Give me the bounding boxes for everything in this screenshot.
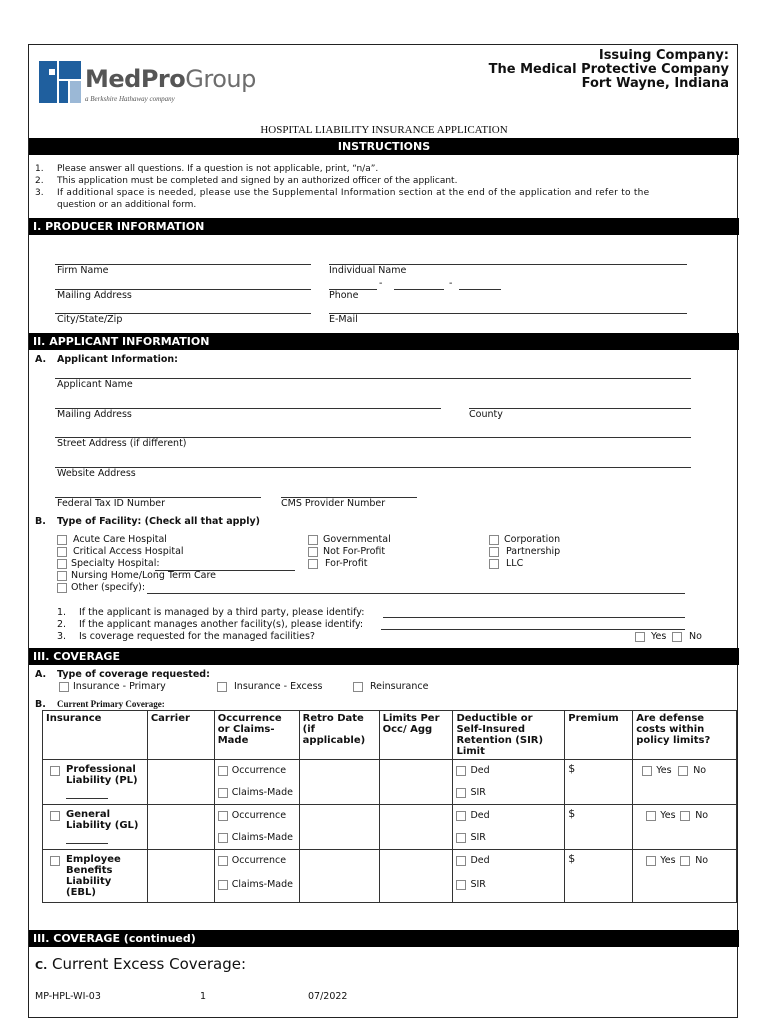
instruction-item: 2. This application must be completed and signed by an authorized officer of the applicant.	[35, 176, 458, 186]
retro-date-cell[interactable]	[299, 805, 379, 850]
insurance-cell	[43, 805, 148, 850]
pl-claims-made-label: Claims-Made	[231, 787, 293, 798]
limits-cell[interactable]	[379, 760, 453, 805]
occurrence-cell	[214, 760, 299, 805]
email-input[interactable]	[329, 313, 687, 314]
ebl-defense-no-label: No	[695, 855, 709, 866]
gl-checkbox[interactable]	[50, 811, 60, 821]
managed-coverage-label: Is coverage requested for the managed facilities?	[79, 631, 315, 642]
pl-label: Professional Liability (PL)	[66, 764, 138, 786]
applicant-info-letter: A.	[35, 354, 47, 365]
insurance-primary-label: Insurance - Primary	[73, 681, 166, 692]
applicant-name-input[interactable]	[55, 378, 691, 379]
gl-defense-yes-checkbox[interactable]	[646, 811, 656, 821]
corporation-checkbox[interactable]	[489, 535, 499, 545]
carrier-cell[interactable]	[147, 850, 214, 903]
table-row	[43, 850, 737, 903]
gl-sir-checkbox[interactable]	[456, 833, 466, 843]
ebl-occurrence-checkbox[interactable]	[218, 856, 228, 866]
ebl-occurrence-label: Occurrence	[231, 855, 287, 866]
pl-underline	[66, 798, 108, 799]
ebl-label: Employee Benefits Liability (EBL)	[66, 854, 121, 898]
other-facility-label: Other (specify):	[71, 582, 146, 593]
coverage-continued-header: III. COVERAGE (continued)	[29, 930, 739, 947]
managed-question-num: 2.	[57, 619, 67, 630]
county-label: County	[469, 409, 503, 420]
premium-cell[interactable]	[565, 760, 633, 805]
logo-wordmark: MedProGroup	[85, 65, 256, 93]
acute-care-checkbox[interactable]	[57, 535, 67, 545]
ebl-defense-no-checkbox[interactable]	[680, 856, 690, 866]
gl-sir-label: SIR	[470, 832, 486, 843]
insurance-cell	[43, 850, 148, 903]
defense-costs-cell	[633, 805, 737, 850]
deductible-cell	[453, 850, 565, 903]
retro-date-cell[interactable]	[299, 850, 379, 903]
instruction-item: 3. If additional space is needed, please use the Supplemental Information section at the end of the application and refer to the	[35, 188, 650, 198]
deductible-cell	[453, 805, 565, 850]
defense-costs-cell	[633, 850, 737, 903]
gl-premium-dollar: $	[568, 807, 576, 820]
partnership-label: Partnership	[506, 546, 561, 557]
firm-name-label: Firm Name	[57, 265, 109, 276]
excess-coverage-heading	[35, 955, 246, 973]
table-row	[43, 760, 737, 805]
carrier-cell[interactable]	[147, 760, 214, 805]
website-label: Website Address	[57, 468, 136, 479]
for-profit-label: For-Profit	[325, 558, 368, 569]
applicant-info-title: Applicant Information:	[57, 354, 178, 365]
gl-defense-no-checkbox[interactable]	[680, 811, 690, 821]
managed-third-party-label: If the applicant is managed by a third party, please identify:	[79, 607, 365, 618]
pl-defense-no-checkbox[interactable]	[678, 766, 688, 776]
pl-checkbox[interactable]	[50, 766, 60, 776]
ebl-checkbox[interactable]	[50, 856, 60, 866]
premium-cell[interactable]	[565, 850, 633, 903]
phone-separator: -	[379, 278, 383, 289]
insurance-excess-label: Insurance - Excess	[234, 681, 323, 692]
manages-other-input[interactable]	[381, 629, 685, 630]
issuing-label: Issuing Company:	[598, 48, 729, 63]
insurance-excess-checkbox[interactable]	[217, 682, 227, 692]
gl-claims-made-label: Claims-Made	[231, 832, 293, 843]
llc-checkbox[interactable]	[489, 559, 499, 569]
col-header-limits: Limits Per Occ/ Agg	[379, 711, 453, 760]
instruction-item: question or an additional form.	[57, 200, 197, 210]
for-profit-checkbox[interactable]	[308, 559, 318, 569]
individual-name-label: Individual Name	[329, 265, 407, 276]
gl-defense-yes-label: Yes	[660, 810, 676, 821]
governmental-label: Governmental	[323, 534, 391, 545]
coverage-type-letter: A.	[35, 669, 47, 680]
nursing-home-label: Nursing Home/Long Term Care	[71, 570, 217, 581]
applicant-name-label: Applicant Name	[57, 379, 133, 390]
managed-question-num: 1.	[57, 607, 67, 618]
col-header-occurrence: Occurrence or Claims-Made	[214, 711, 299, 760]
other-facility-checkbox[interactable]	[57, 583, 67, 593]
insurance-primary-checkbox[interactable]	[59, 682, 69, 692]
not-for-profit-checkbox[interactable]	[308, 547, 318, 557]
partnership-checkbox[interactable]	[489, 547, 499, 557]
managed-coverage-yes-label: Yes	[651, 631, 667, 642]
managed-coverage-yes-checkbox[interactable]	[635, 632, 645, 642]
medpro-logo-icon	[39, 61, 81, 103]
ebl-defense-yes-label: Yes	[660, 855, 676, 866]
table-header-row	[43, 711, 737, 760]
phone-prefix-input[interactable]	[394, 289, 444, 290]
issuing-company: The Medical Protective Company	[488, 62, 729, 77]
col-header-retro-date: Retro Date (if applicable)	[299, 711, 379, 760]
gl-claims-made-checkbox[interactable]	[218, 833, 228, 843]
manages-other-label: If the applicant manages another facility(s), please identify:	[79, 619, 364, 630]
logo-tagline: a Berkshire Hathaway company	[85, 95, 175, 103]
gl-occurrence-label: Occurrence	[231, 810, 287, 821]
managed-question-num: 3.	[57, 631, 67, 642]
llc-label: LLC	[506, 558, 524, 569]
issuing-city: Fort Wayne, Indiana	[581, 76, 729, 91]
website-input[interactable]	[55, 467, 691, 468]
specialty-hospital-label: Specialty Hospital:	[71, 558, 160, 569]
governmental-checkbox[interactable]	[308, 535, 318, 545]
other-facility-input[interactable]	[147, 593, 685, 594]
gl-label: General Liability (GL)	[66, 809, 139, 831]
pl-sir-checkbox[interactable]	[456, 788, 466, 798]
pl-defense-no-label: No	[693, 765, 707, 776]
cms-label: CMS Provider Number	[281, 498, 386, 509]
ebl-defense-yes-checkbox[interactable]	[646, 856, 656, 866]
producer-mailing-address-label: Mailing Address	[57, 290, 132, 301]
managed-coverage-no-label: No	[689, 631, 702, 642]
instruction-item: 1. Please answer all questions. If a question is not applicable, print, “n/a”.	[35, 164, 379, 174]
occurrence-cell	[214, 805, 299, 850]
excess-coverage-letter: C.	[35, 959, 48, 972]
pl-occurrence-label: Occurrence	[231, 765, 287, 776]
page-number: 1	[200, 991, 207, 1002]
ebl-ded-checkbox[interactable]	[456, 856, 466, 866]
col-header-carrier: Carrier	[147, 711, 214, 760]
instructions-list	[35, 163, 733, 211]
pl-ded-checkbox[interactable]	[456, 766, 466, 776]
gl-underline	[66, 843, 108, 844]
coverage-type-title: Type of coverage requested:	[57, 669, 210, 680]
pl-premium-dollar: $	[568, 762, 576, 775]
limits-cell[interactable]	[379, 850, 453, 903]
ebl-sir-label: SIR	[470, 879, 486, 890]
producer-section-header: I. PRODUCER INFORMATION	[29, 218, 739, 235]
gl-defense-no-label: No	[695, 810, 709, 821]
insurance-cell	[43, 760, 148, 805]
pl-claims-made-checkbox[interactable]	[218, 788, 228, 798]
form-date: 07/2022	[308, 991, 348, 1002]
premium-cell[interactable]	[565, 805, 633, 850]
occurrence-cell	[214, 850, 299, 903]
nursing-home-checkbox[interactable]	[57, 571, 67, 581]
ebl-claims-made-label: Claims-Made	[231, 879, 293, 890]
managed-third-party-input[interactable]	[383, 617, 685, 618]
col-header-deductible: Deductible or Self-Insured Retention (SIR) Limit	[453, 711, 565, 760]
critical-access-checkbox[interactable]	[57, 547, 67, 557]
tax-id-label: Federal Tax ID Number	[57, 498, 166, 509]
pl-sir-label: SIR	[470, 787, 486, 798]
gl-occurrence-checkbox[interactable]	[218, 811, 228, 821]
applicant-section-header: II. APPLICANT INFORMATION	[29, 333, 739, 350]
acute-care-label: Acute Care Hospital	[73, 534, 167, 545]
instructions-header: INSTRUCTIONS	[29, 138, 739, 155]
primary-coverage-table	[42, 710, 737, 903]
ebl-sir-checkbox[interactable]	[456, 880, 466, 890]
reinsurance-checkbox[interactable]	[353, 682, 363, 692]
col-header-premium: Premium	[565, 711, 633, 760]
email-label: E-Mail	[329, 314, 358, 325]
gl-ded-checkbox[interactable]	[456, 811, 466, 821]
facility-type-letter: B.	[35, 516, 46, 527]
coverage-section-header: III. COVERAGE	[29, 648, 739, 665]
retro-date-cell[interactable]	[299, 760, 379, 805]
carrier-cell[interactable]	[147, 805, 214, 850]
pl-defense-yes-checkbox[interactable]	[642, 766, 652, 776]
primary-coverage-title: Current Primary Coverage:	[57, 699, 165, 709]
pl-ded-label: Ded	[470, 765, 490, 776]
street-address-label: Street Address (if different)	[57, 438, 187, 449]
phone-separator: -	[449, 278, 453, 289]
critical-access-label: Critical Access Hospital	[73, 546, 184, 557]
ebl-claims-made-checkbox[interactable]	[218, 880, 228, 890]
corporation-label: Corporation	[504, 534, 561, 545]
primary-coverage-letter: B.	[35, 699, 46, 710]
pl-occurrence-checkbox[interactable]	[218, 766, 228, 776]
col-header-insurance: Insurance	[43, 711, 148, 760]
applicant-mailing-address-label: Mailing Address	[57, 409, 132, 420]
form-title: HOSPITAL LIABILITY INSURANCE APPLICATION	[260, 124, 508, 136]
pl-defense-yes-label: Yes	[656, 765, 672, 776]
managed-coverage-no-checkbox[interactable]	[672, 632, 682, 642]
defense-costs-cell	[633, 760, 737, 805]
city-state-zip-label: City/State/Zip	[57, 314, 123, 325]
issuing-company-block	[489, 49, 729, 91]
phone-label: Phone	[329, 290, 359, 301]
reinsurance-label: Reinsurance	[370, 681, 429, 692]
gl-ded-label: Ded	[470, 810, 490, 821]
ebl-premium-dollar: $	[568, 852, 576, 865]
not-for-profit-label: Not For-Profit	[323, 546, 386, 557]
ebl-ded-label: Ded	[470, 855, 490, 866]
col-header-defense-costs: Are defense costs within policy limits?	[633, 711, 737, 760]
form-id: MP-HPL-WI-03	[35, 991, 101, 1002]
facility-type-title: Type of Facility: (Check all that apply)	[57, 516, 261, 527]
excess-coverage-title: Current Excess Coverage:	[52, 955, 247, 973]
table-row	[43, 805, 737, 850]
specialty-hospital-checkbox[interactable]	[57, 559, 67, 569]
deductible-cell	[453, 760, 565, 805]
limits-cell[interactable]	[379, 805, 453, 850]
phone-line-input[interactable]	[459, 289, 501, 290]
